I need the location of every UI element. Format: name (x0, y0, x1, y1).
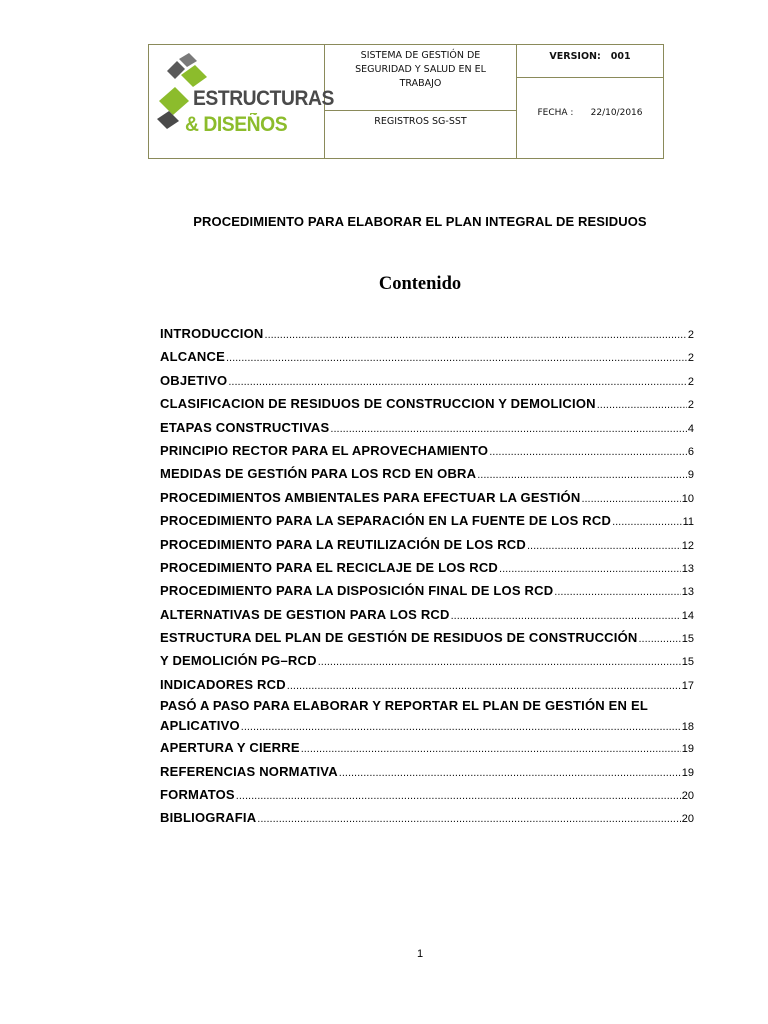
toc-entry-page: 2 (687, 375, 694, 388)
toc-entry[interactable] (160, 462, 694, 485)
toc-entry-title: PROCEDIMIENTO PARA LA REUTILIZACIÓN DE LOS RCD (160, 536, 526, 552)
toc-entry-title: Y DEMOLICIÓN PG–RCD (160, 653, 317, 669)
toc-entry[interactable] (160, 369, 694, 392)
toc-leader-dots (489, 441, 687, 464)
toc-entry[interactable] (160, 626, 694, 649)
toc-entry-page: 14 (681, 609, 694, 622)
toc-entry-title: FORMATOS (160, 787, 235, 803)
toc-entry[interactable] (160, 439, 694, 462)
toc-entry[interactable] (160, 579, 694, 602)
toc-leader-dots (451, 605, 681, 628)
toc-entry[interactable] (160, 696, 694, 736)
toc-entry-page: 18 (681, 721, 694, 734)
toc-entry-page: 15 (681, 633, 694, 646)
system-line-1: SISTEMA DE GESTIÓN DE (360, 50, 481, 61)
toc-entry[interactable] (160, 392, 694, 415)
toc-entry-page: 12 (681, 539, 694, 552)
toc-entry[interactable] (160, 603, 694, 626)
toc-entry-title: PASÓ A PASO PARA ELABORAR Y REPORTAR EL PLAN DE GESTIÓN EN EL (160, 698, 648, 714)
version-value: 001 (610, 51, 631, 62)
toc-entry-page: 2 (687, 352, 694, 365)
toc-entry-title-continued: APLICATIVO (160, 718, 240, 734)
toc-leader-dots (318, 651, 681, 674)
toc-entry-page: 13 (681, 586, 694, 599)
version-cell (517, 50, 663, 64)
toc-entry[interactable] (160, 783, 694, 806)
toc-leader-dots (638, 628, 680, 651)
toc-entry-title: PRINCIPIO RECTOR PARA EL APROVECHAMIENTO (160, 442, 489, 458)
page-number: 1 (416, 948, 424, 960)
toc-leader-dots (527, 535, 681, 558)
toc-leader-dots (226, 347, 687, 370)
toc-entry-title: BIBLIOGRAFIA (160, 810, 257, 826)
contents-heading: Contenido (378, 274, 462, 294)
toc-leader-dots (287, 675, 681, 698)
toc-entry-page: 2 (687, 329, 694, 341)
toc-leader-dots (236, 785, 681, 808)
system-line-2: SEGURIDAD Y SALUD EN EL (355, 64, 486, 75)
toc-entry-title: OBJETIVO (160, 372, 228, 388)
toc-entry[interactable] (160, 736, 694, 759)
toc-leader-dots (581, 488, 680, 511)
toc-entry-title: PROCEDIMIENTO PARA LA DISPOSICIÓN FINAL DE LOS RCD (160, 583, 554, 599)
toc-entry-page: 19 (681, 766, 694, 779)
toc-entry-page: 11 (682, 516, 694, 529)
toc-entry-page: 20 (681, 790, 694, 803)
toc-leader-dots (339, 762, 681, 785)
toc-entry[interactable] (160, 509, 694, 532)
header-divider (325, 110, 516, 111)
toc-entry[interactable] (160, 760, 694, 783)
toc-entry-title: ALCANCE (160, 349, 225, 365)
toc-leader-dots (597, 394, 687, 417)
registros-cell (325, 115, 516, 129)
toc-entry[interactable] (160, 806, 694, 829)
toc-entry-title: PROCEDIMIENTO PARA LA SEPARACIÓN EN LA FUENTE DE LOS RCD (160, 513, 612, 529)
toc-entry[interactable] (160, 673, 694, 696)
system-line-3: TRABAJO (399, 78, 442, 89)
toc-entry-title: PROCEDIMIENTO PARA EL RECICLAJE DE LOS RCD (160, 559, 499, 575)
toc-leader-dots (301, 738, 681, 761)
toc-entry[interactable] (160, 345, 694, 368)
fecha-cell (517, 106, 663, 120)
toc-entry-page: 20 (681, 813, 694, 826)
fecha-label: FECHA : (537, 108, 574, 118)
toc-leader-dots (554, 581, 680, 604)
toc-entry-title: ETAPAS CONSTRUCTIVAS (160, 419, 330, 435)
system-name-cell (325, 49, 516, 91)
toc-leader-dots (241, 717, 681, 737)
toc-entry-title: CLASIFICACION DE RESIDUOS DE CONSTRUCCION Y DEMOLICION (160, 396, 596, 412)
company-logo (155, 53, 334, 149)
toc-leader-dots (265, 324, 687, 347)
toc-entry[interactable] (160, 649, 694, 672)
logo-text-estructuras: ESTRUCTURAS (193, 87, 334, 110)
toc-entry[interactable] (160, 556, 694, 579)
toc-entry-page: 6 (687, 445, 694, 458)
toc-leader-dots (257, 808, 680, 831)
toc-leader-dots (499, 558, 681, 581)
toc-entry-page: 9 (687, 469, 694, 482)
toc-entry-page: 2 (687, 399, 694, 412)
toc-entry-title: MEDIDAS DE GESTIÓN PARA LOS RCD EN OBRA (160, 466, 477, 482)
toc-entry-title: ESTRUCTURA DEL PLAN DE GESTIÓN DE RESIDUOS DE CONSTRUCCIÓN (160, 630, 638, 646)
fecha-value: 22/10/2016 (590, 108, 643, 118)
document-title: PROCEDIMIENTO PARA ELABORAR EL PLAN INTEGRAL DE RESIDUOS (193, 214, 647, 229)
toc-leader-dots (612, 511, 682, 534)
toc-entry-title: INDICADORES RCD (160, 676, 286, 692)
toc-leader-dots (228, 371, 687, 394)
toc-entry[interactable] (160, 533, 694, 556)
toc-entry-title: PROCEDIMIENTOS AMBIENTALES PARA EFECTUAR LA GESTIÓN (160, 489, 581, 505)
registros-label: REGISTROS SG-SST (374, 116, 467, 127)
version-label: VERSION: (549, 51, 601, 62)
toc-leader-dots (477, 464, 687, 487)
toc-entry-page: 17 (681, 679, 694, 692)
toc-entry-title: INTRODUCCION (160, 326, 264, 341)
toc-entry-title: ALTERNATIVAS DE GESTION PARA LOS RCD (160, 606, 450, 622)
logo-text-disenos: & DISEÑOS (185, 113, 288, 136)
toc-leader-dots (330, 418, 686, 441)
toc-entry-page: 13 (681, 562, 694, 575)
toc-entry-title: REFERENCIAS NORMATIVA (160, 763, 338, 779)
toc-entry-title: APERTURA Y CIERRE (160, 740, 300, 756)
toc-entry[interactable] (160, 322, 694, 345)
toc-entry-page: 10 (681, 492, 694, 505)
header-divider (517, 77, 663, 78)
toc-entry[interactable] (160, 486, 694, 509)
document-header-table (148, 44, 664, 159)
toc-entry[interactable] (160, 416, 694, 439)
toc-entry-page: 15 (681, 656, 694, 669)
toc-entry-page: 4 (687, 422, 694, 435)
toc-entry-page: 19 (681, 743, 694, 756)
table-of-contents (160, 322, 694, 830)
